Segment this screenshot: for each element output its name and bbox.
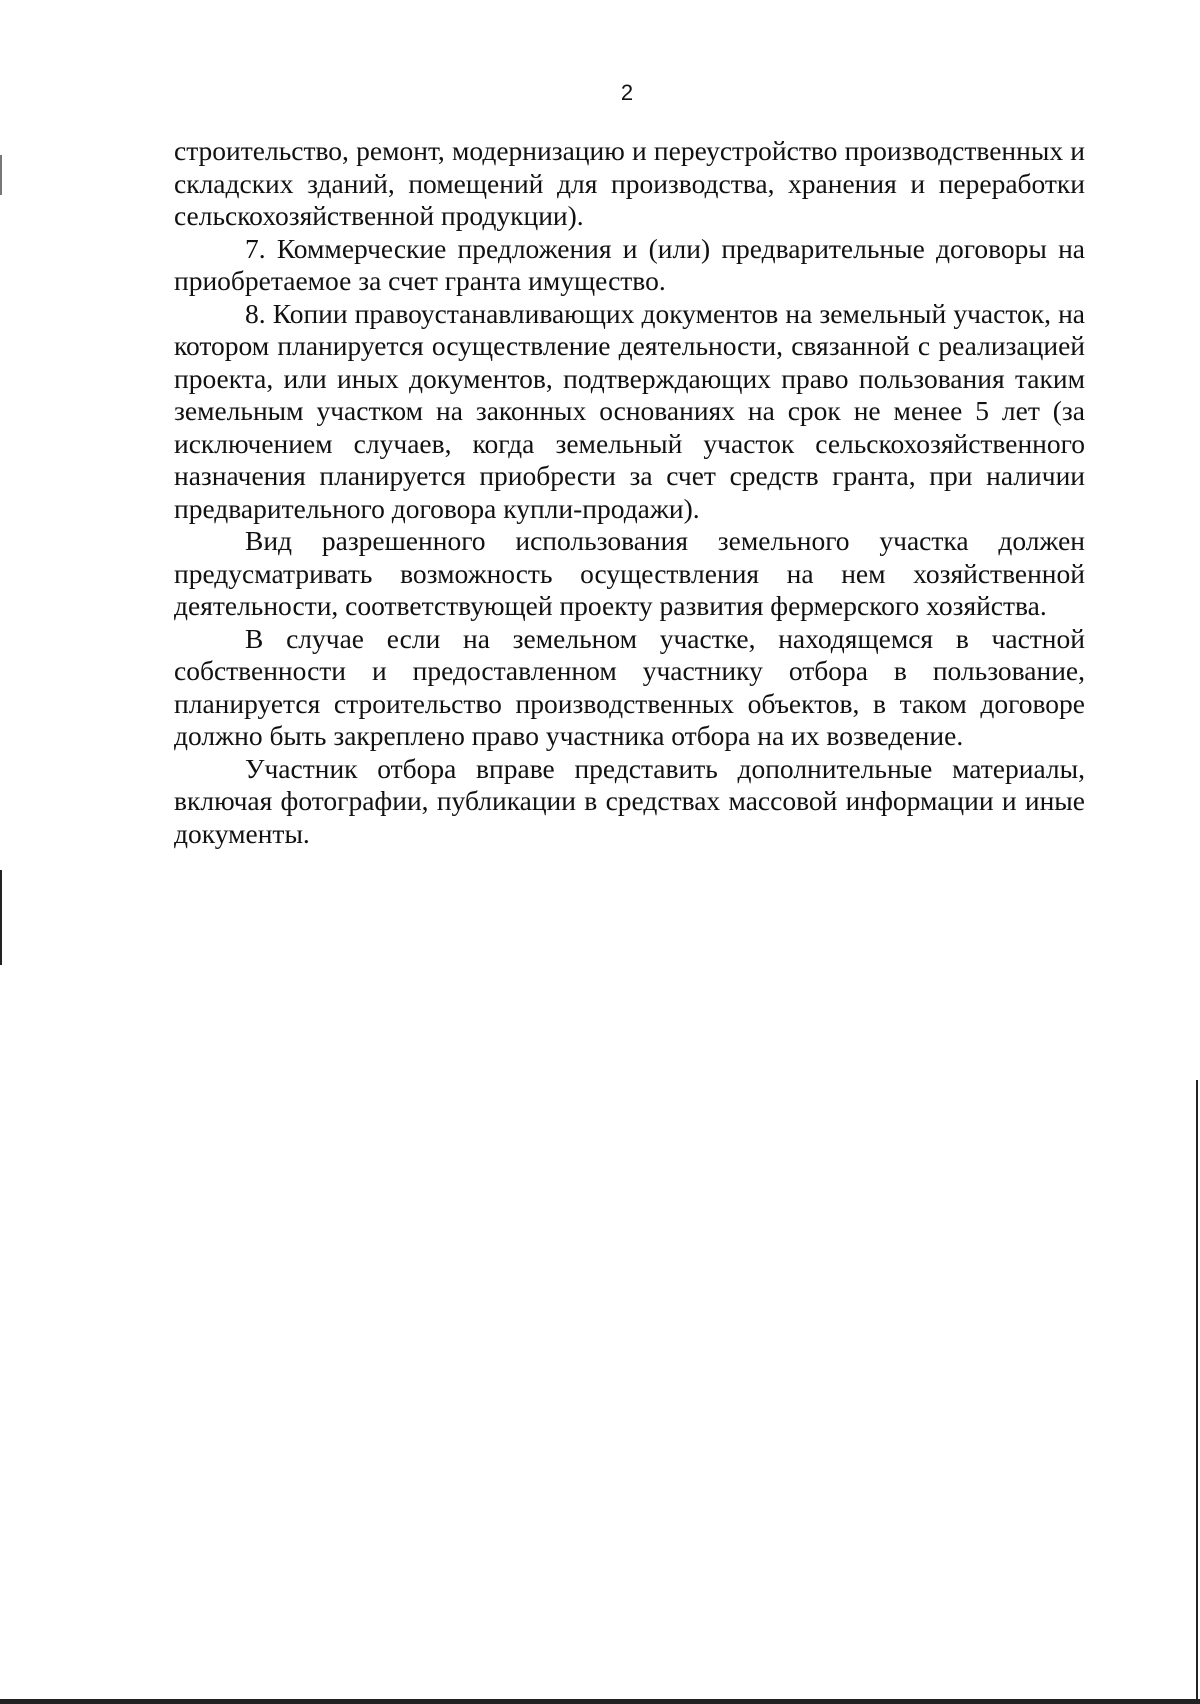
scan-edge-mark [0, 155, 2, 195]
page-number: 2 [620, 80, 634, 105]
paragraph-item-7: 7. Коммерческие предложения и (или) предварительные договоры на приобретаемое за счет гранта имущество. [174, 232, 1085, 296]
paragraph-land-use: Вид разрешенного использования земельного участка должен предусматривать возможность осуществления на нем хозяйственной деятельности, соответствующей проекту развития фермерского хозяйства. [174, 525, 1085, 621]
paragraph-additional-materials: Участник отбора вправе представить дополнительные материалы, включая фотографии, публикации в средствах массовой информации и иные документы. [174, 752, 1085, 849]
document-body [174, 135, 1085, 850]
paragraph-continuation: строительство, ремонт, модернизацию и переустройство производственных и складских зданий, помещений для производства, хранения и переработки сельскохозяйственной продукции). [174, 135, 1085, 231]
scan-edge-mark [1196, 1080, 1198, 1704]
scan-edge-mark [0, 1699, 1200, 1704]
scan-edge-mark [0, 870, 2, 965]
paragraph-private-land: В случае если на земельном участке, находящемся в частной собственности и предоставленном участнику отбора в пользование, планируется строительство производственных объектов, в таком договоре должно быть закреплено право участника отбора на их возведение. [174, 622, 1085, 751]
paragraph-item-8: 8. Копии правоустанавливающих документов на земельный участок, на котором планируется осуществление деятельности, связанной с реализацией проекта, или иных документов, подтверждающих право пользования таким земельным участком на законных основаниях на срок не менее 5 лет (за исключением случаев, когда земельный участок сельскохозяйственного назначения планируется приобрести за счет средств гранта, при наличии предварительного договора купли-продажи). [174, 297, 1085, 524]
